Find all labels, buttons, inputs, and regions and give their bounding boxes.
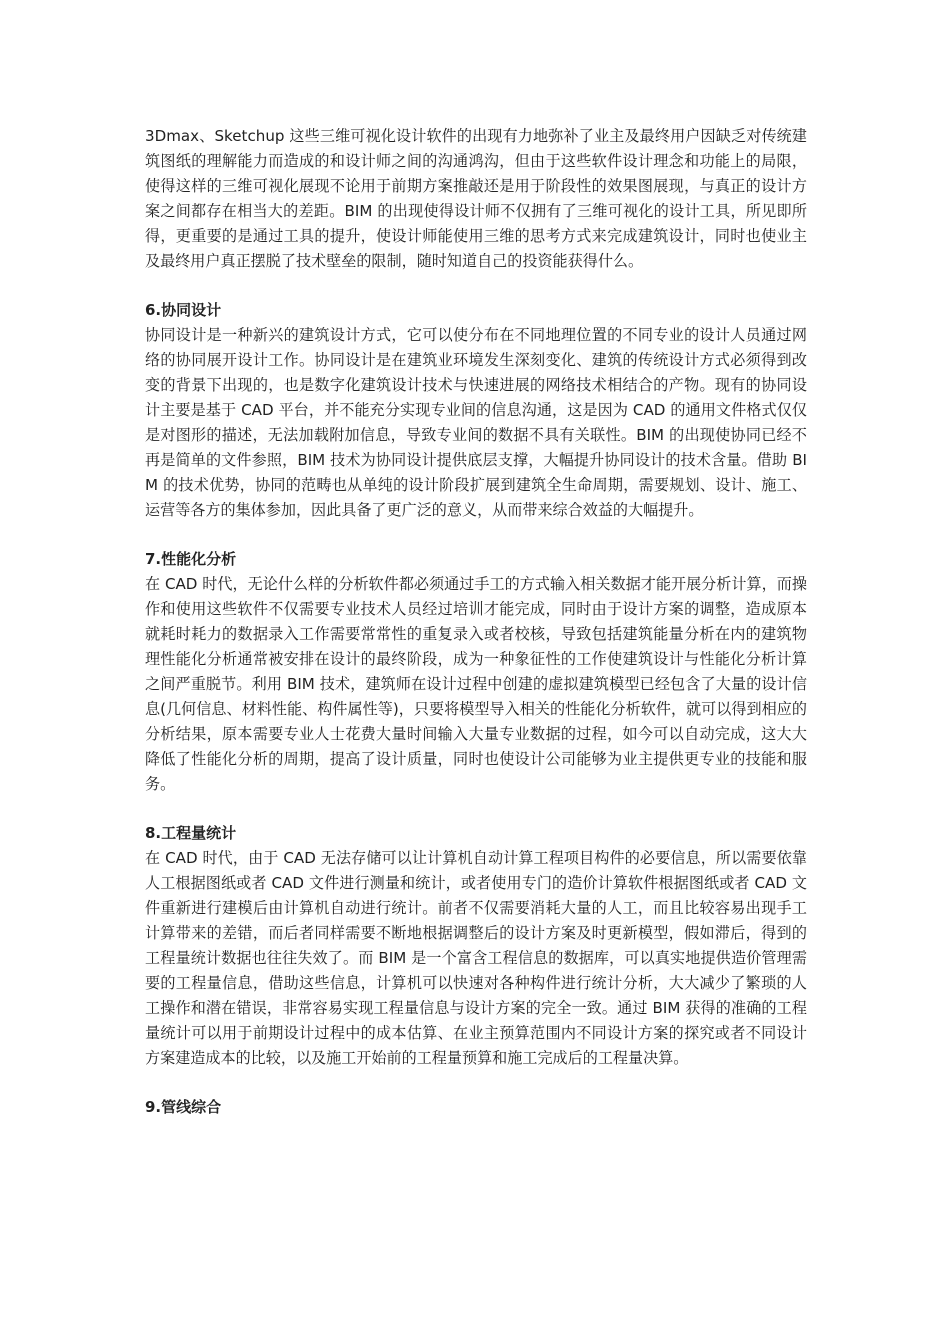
section-body-quantity-statistics: 在 CAD 时代，由于 CAD 无法存储可以让计算机自动计算工程项目构件的必要信息，所以需要依靠人工根据图纸或者 CAD 文件进行测量和统计，或者使用专门的造价计算软件根据图纸或者 CAD 文件重新进行建模后由计算机自动进行统计。前者不仅需要消耗大量的人工，而且比较容易出现手工计算带来的差错，而后者同样需要不断地根据调整后的设计方案及时更新模型，假如滞后，得到的工程量统计数据也往往失效了。而 BIM 是一个富含工程信息的数据库，可以真实地提供造价管理需要的工程量信息，借助这些信息，计算机可以快速对各种构件进行统计分析，大大减少了繁琐的人工操作和潜在错误，非常容易实现工程量信息与设计方案的完全一致。通过 BIM 获得的准确的工程量统计可以用于前期设计过程中的成本估算、在业主预算范围内不同设计方案的探究或者不同设计方案建造成本的比较，以及施工开始前的工程量预算和施工完成后的工程量决算。 (145, 849, 807, 1067)
section-spacer (145, 1071, 807, 1095)
section-body-collaborative-design: 协同设计是一种新兴的建筑设计方式，它可以使分布在不同地理位置的不同专业的设计人员通过网络的协同展开设计工作。协同设计是在建筑业环境发生深刻变化、建筑的传统设计方式必须得到改变的背景下出现的，也是数字化建筑设计技术与快速进展的网络技术相结合的产物。现有的协同设计主要是基于 CAD 平台，并不能充分实现专业间的信息沟通，这是因为 CAD 的通用文件格式仅仅是对图形的描述，无法加载附加信息，导致专业间的数据不具有关联性。BIM 的出现使协同已经不再是简单的文件参照，BIM 技术为协同设计提供底层支撑，大幅提升协同设计的技术含量。借助 BIM 的技术优势，协同的范畴也从单纯的设计阶段扩展到建筑全生命周期，需要规划、设计、施工、运营等各方的集体参加，因此具备了更广泛的意义，从而带来综合效益的大幅提升。 (145, 326, 807, 519)
section-heading-pipeline-integration: 9.管线综合 (145, 1098, 222, 1116)
section-spacer (145, 797, 807, 821)
section-heading-quantity-statistics: 8.工程量统计 (145, 824, 237, 842)
section-body-performance-analysis: 在 CAD 时代，无论什么样的分析软件都必须通过手工的方式输入相关数据才能开展分析计算，而操作和使用这些软件不仅需要专业技术人员经过培训才能完成，同时由于设计方案的调整，造成原本就耗时耗力的数据录入工作需要常常性的重复录入或者校核，导致包括建筑能量分析在内的建筑物理性能化分析通常被安排在设计的最终阶段，成为一种象征性的工作使建筑设计与性能化分析计算之间严重脱节。利用 BIM 技术，建筑师在设计过程中创建的虚拟建筑模型已经包含了大量的设计信息(几何信息、材料性能、构件属性等)，只要将模型导入相关的性能化分析软件，就可以得到相应的分析结果，原本需要专业人士花费大量时间输入大量专业数据的过程，如今可以自动完成，这大大降低了性能化分析的周期，提高了设计质量，同时也使设计公司能够为业主提供更专业的技能和服务。 (145, 575, 807, 793)
section-spacer (145, 523, 807, 547)
document-content (145, 124, 807, 1120)
section-heading-performance-analysis: 7.性能化分析 (145, 550, 237, 568)
section-heading-collaborative-design: 6.协同设计 (145, 301, 222, 319)
intro-paragraph: 3Dmax、Sketchup 这些三维可视化设计软件的出现有力地弥补了业主及最终用户因缺乏对传统建筑图纸的理解能力而造成的和设计师之间的沟通鸿沟，但由于这些软件设计理念和功能上的局限，使得这样的三维可视化展现不论用于前期方案推敲还是用于阶段性的效果图展现，与真正的设计方案之间都存在相当大的差距。BIM 的出现使得设计师不仅拥有了三维可视化的设计工具，所见即所得，更重要的是通过工具的提升，使设计师能使用三维的思考方式来完成建筑设计，同时也使业主及最终用户真正摆脱了技术壁垒的限制，随时知道自己的投资能获得什么。 (145, 127, 807, 270)
section-spacer (145, 274, 807, 298)
